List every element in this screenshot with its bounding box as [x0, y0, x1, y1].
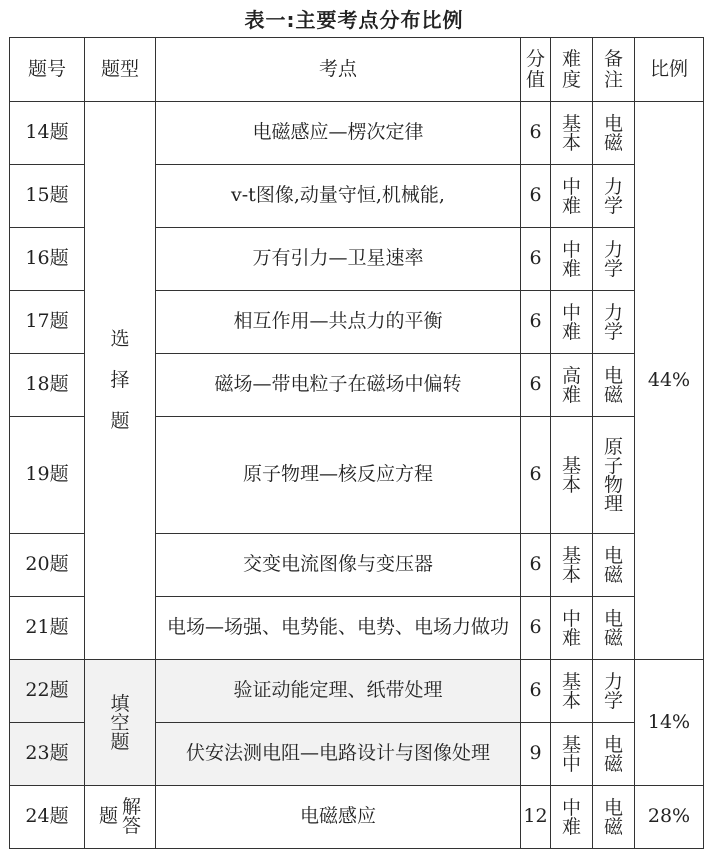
cell-score: 6 — [521, 228, 551, 291]
cell-difficulty-char: 本 — [561, 563, 581, 586]
cell-difficulty-char: 本 — [561, 689, 581, 712]
cell-difficulty — [551, 534, 593, 597]
cell-ratio-answer: 28% — [635, 786, 704, 849]
cell-number: 15题 — [10, 165, 85, 228]
cell-difficulty — [551, 102, 593, 165]
header-score-text: 分值 — [526, 47, 546, 91]
cell-note-char: 电 — [603, 733, 623, 756]
cell-note-char: 学 — [603, 257, 623, 280]
header-row — [10, 38, 704, 102]
table-title: 表一:主要考点分布比例 — [244, 8, 464, 32]
cell-difficulty-stack — [561, 364, 581, 406]
cell-number: 22题 — [10, 660, 85, 723]
type-choice-char: 选 — [110, 328, 130, 350]
cell-difficulty-char: 基 — [561, 544, 581, 567]
cell-difficulty-stack — [561, 607, 581, 649]
cell-note-stack — [603, 301, 623, 343]
cell-difficulty-stack — [561, 544, 581, 586]
type-fill-char: 填 — [110, 692, 130, 715]
cell-difficulty — [551, 291, 593, 354]
cell-note — [593, 102, 635, 165]
cell-note-char: 学 — [603, 194, 623, 217]
cell-note-char: 电 — [603, 544, 623, 567]
cell-difficulty-stack — [561, 175, 581, 217]
cell-point: 万有引力—卫星速率 — [156, 228, 521, 291]
cell-note-char: 电 — [603, 364, 623, 387]
cell-number: 19题 — [10, 417, 85, 534]
cell-note-char: 磁 — [603, 626, 623, 649]
cell-note-char: 力 — [603, 238, 623, 261]
cell-note-char: 力 — [603, 670, 623, 693]
cell-note — [593, 165, 635, 228]
cell-difficulty-char: 本 — [561, 473, 581, 496]
cell-difficulty-char: 中 — [561, 301, 581, 324]
cell-difficulty — [551, 660, 593, 723]
cell-difficulty-char: 难 — [561, 320, 581, 343]
cell-difficulty — [551, 354, 593, 417]
cell-note-char: 电 — [603, 796, 623, 819]
cell-type-fill — [85, 660, 156, 786]
cell-score: 12 — [521, 786, 551, 849]
cell-difficulty-char: 基 — [561, 670, 581, 693]
cell-point: 电场—场强、电势能、电势、电场力做功 — [156, 597, 521, 660]
cell-number: 21题 — [10, 597, 85, 660]
cell-note-char: 原 — [603, 435, 623, 458]
cell-difficulty-char: 难 — [561, 815, 581, 838]
cell-difficulty-char: 中 — [561, 796, 581, 819]
cell-note-stack — [603, 175, 623, 217]
cell-note — [593, 534, 635, 597]
header-type: 题型 — [85, 38, 156, 102]
cell-difficulty-char: 基 — [561, 112, 581, 135]
cell-difficulty-stack — [561, 670, 581, 712]
cell-difficulty-char: 难 — [561, 257, 581, 280]
cell-note-stack — [603, 238, 623, 280]
cell-difficulty-stack — [561, 301, 581, 343]
cell-note — [593, 228, 635, 291]
type-answer-char: 解 — [122, 796, 142, 818]
type-fill-char: 空 — [110, 711, 130, 734]
type-answer-char: 答 — [122, 815, 142, 837]
cell-ratio-fill: 14% — [635, 660, 704, 786]
header-number: 题号 — [10, 38, 85, 102]
type-answer-group — [99, 798, 141, 836]
cell-score: 6 — [521, 660, 551, 723]
cell-difficulty-stack — [561, 796, 581, 838]
table-row — [10, 102, 704, 165]
header-point: 考点 — [156, 38, 521, 102]
cell-note-stack — [603, 607, 623, 649]
cell-difficulty — [551, 786, 593, 849]
cell-note-stack — [603, 364, 623, 406]
cell-point: 原子物理—核反应方程 — [156, 417, 521, 534]
cell-difficulty — [551, 228, 593, 291]
cell-score: 6 — [521, 354, 551, 417]
cell-note-char: 电 — [603, 607, 623, 630]
cell-note-char: 学 — [603, 320, 623, 343]
cell-number: 14题 — [10, 102, 85, 165]
cell-note — [593, 354, 635, 417]
cell-difficulty-char: 难 — [561, 626, 581, 649]
cell-point: 验证动能定理、纸带处理 — [156, 660, 521, 723]
cell-number: 17题 — [10, 291, 85, 354]
cell-difficulty-char: 中 — [561, 175, 581, 198]
type-answer-left: 题 — [98, 805, 118, 828]
exam-points-table — [9, 37, 704, 849]
type-answer-right — [122, 798, 141, 836]
type-fill-char: 题 — [110, 730, 130, 753]
cell-difficulty-char: 基 — [561, 733, 581, 756]
cell-note-char: 磁 — [603, 383, 623, 406]
cell-note-char: 电 — [603, 112, 623, 135]
cell-note-stack — [603, 112, 623, 154]
table-row — [10, 786, 704, 849]
header-ratio: 比例 — [635, 38, 704, 102]
cell-type-answer — [85, 786, 156, 849]
cell-difficulty-char: 基 — [561, 454, 581, 477]
type-choice-char: 择 — [110, 369, 130, 391]
cell-note-stack — [603, 544, 623, 586]
cell-difficulty-stack — [561, 112, 581, 154]
cell-difficulty-char: 中 — [561, 752, 581, 775]
cell-difficulty-char: 本 — [561, 131, 581, 154]
cell-score: 6 — [521, 291, 551, 354]
cell-point: 电磁感应 — [156, 786, 521, 849]
cell-type-choice — [85, 102, 156, 660]
type-fill-stack — [110, 692, 130, 753]
cell-note — [593, 660, 635, 723]
cell-difficulty-char: 高 — [561, 364, 581, 387]
cell-difficulty-stack — [561, 733, 581, 775]
cell-difficulty — [551, 165, 593, 228]
cell-note-stack — [603, 435, 623, 515]
cell-point: 相互作用—共点力的平衡 — [156, 291, 521, 354]
cell-point: v-t图像,动量守恒,机械能, — [156, 165, 521, 228]
cell-difficulty — [551, 597, 593, 660]
cell-note — [593, 597, 635, 660]
cell-number: 16题 — [10, 228, 85, 291]
cell-number: 23题 — [10, 723, 85, 786]
cell-number: 18题 — [10, 354, 85, 417]
cell-score: 6 — [521, 417, 551, 534]
cell-note — [593, 723, 635, 786]
cell-score: 6 — [521, 534, 551, 597]
header-difficulty-text: 难度 — [562, 47, 582, 91]
header-difficulty — [551, 38, 593, 102]
cell-note-char: 物 — [603, 473, 623, 496]
cell-note-char: 磁 — [603, 563, 623, 586]
cell-note-char: 磁 — [603, 752, 623, 775]
cell-score: 9 — [521, 723, 551, 786]
cell-difficulty — [551, 417, 593, 534]
cell-difficulty-char: 中 — [561, 238, 581, 261]
cell-number: 20题 — [10, 534, 85, 597]
cell-note — [593, 291, 635, 354]
cell-difficulty-stack — [561, 454, 581, 496]
cell-difficulty — [551, 723, 593, 786]
cell-note-char: 理 — [603, 492, 623, 515]
cell-difficulty-char: 难 — [561, 194, 581, 217]
cell-note-char: 力 — [603, 175, 623, 198]
cell-point: 电磁感应—楞次定律 — [156, 102, 521, 165]
type-choice-char: 题 — [110, 410, 130, 432]
cell-point: 伏安法测电阻—电路设计与图像处理 — [156, 723, 521, 786]
cell-point: 交变电流图像与变压器 — [156, 534, 521, 597]
cell-point: 磁场—带电粒子在磁场中偏转 — [156, 354, 521, 417]
cell-note-stack — [603, 733, 623, 775]
cell-note-char: 子 — [603, 454, 623, 477]
cell-note-char: 磁 — [603, 815, 623, 838]
table-body — [10, 102, 704, 849]
cell-difficulty-char: 难 — [561, 383, 581, 406]
cell-note-stack — [603, 796, 623, 838]
cell-number: 24题 — [10, 786, 85, 849]
header-note — [593, 38, 635, 102]
header-note-text: 备注 — [604, 47, 624, 91]
table-row — [10, 660, 704, 723]
cell-difficulty-stack — [561, 238, 581, 280]
cell-difficulty-char: 中 — [561, 607, 581, 630]
cell-ratio-choice: 44% — [635, 102, 704, 660]
cell-note — [593, 417, 635, 534]
header-score — [521, 38, 551, 102]
cell-score: 6 — [521, 102, 551, 165]
cell-note-char: 力 — [603, 301, 623, 324]
cell-note-stack — [603, 670, 623, 712]
cell-note — [593, 786, 635, 849]
cell-score: 6 — [521, 165, 551, 228]
cell-note-char: 学 — [603, 689, 623, 712]
cell-note-char: 磁 — [603, 131, 623, 154]
cell-score: 6 — [521, 597, 551, 660]
